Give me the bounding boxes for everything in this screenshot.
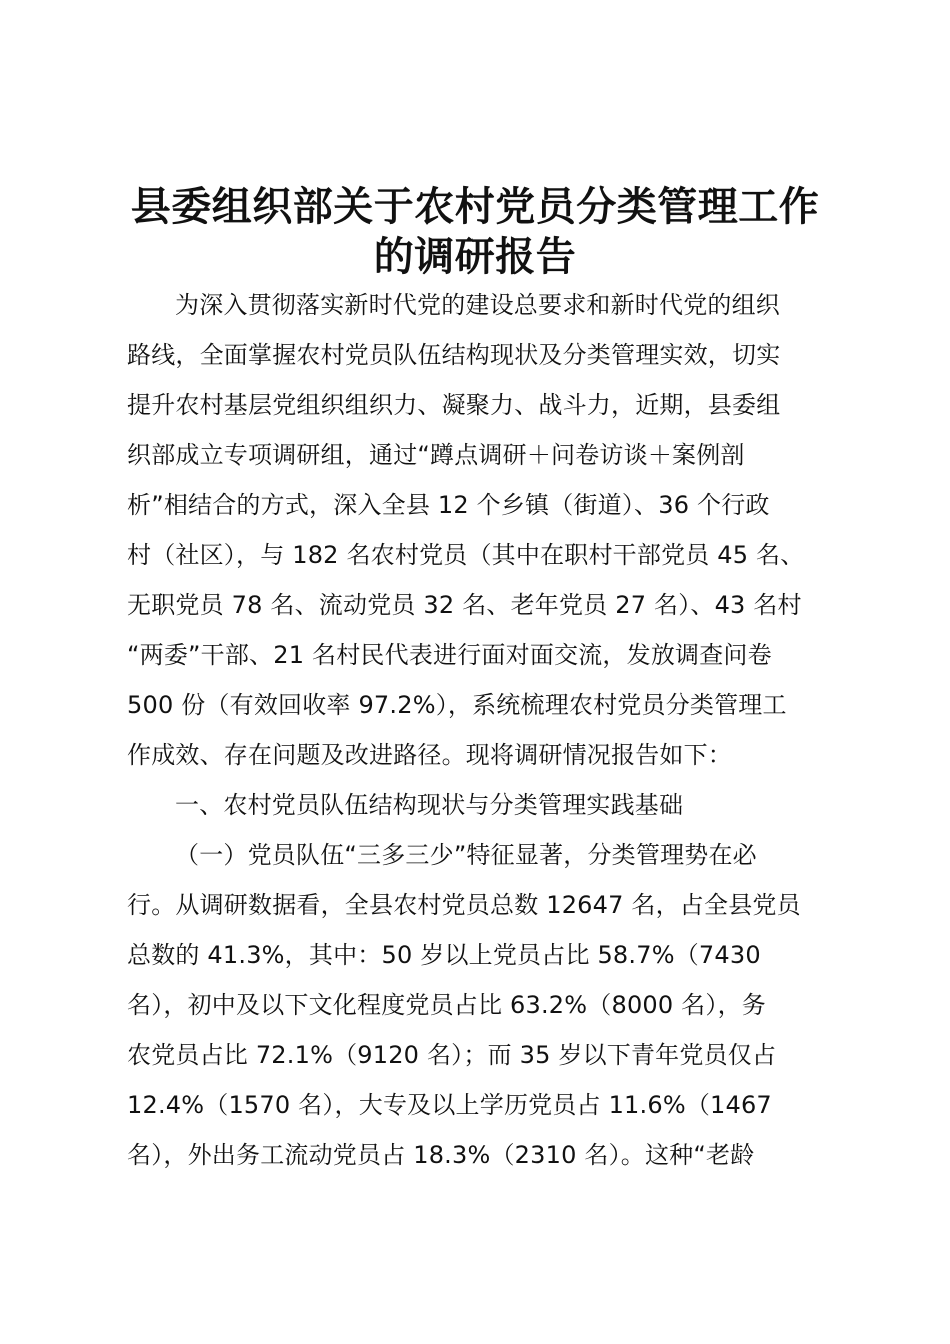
paragraph-1-line-2: 路线，全面掌握农村党员队伍结构现状及分类管理实效，切实 [127, 341, 781, 369]
subsection-1-line-4: 名），初中及以下文化程度党员占比 63.2%（8000 名），务 [127, 991, 766, 1019]
paragraph-1-line-6: 村（社区），与 182 名农村党员（其中在职村干部党员 45 名、 [127, 541, 805, 569]
subsection-1-line-7: 名），外出务工流动党员占 18.3%（2310 名）。这种“老龄 [127, 1141, 755, 1169]
title-line-2: 的调研报告 [373, 233, 577, 280]
paragraph-1-line-1: 为深入贯彻落实新时代党的建设总要求和新时代党的组织 [175, 291, 780, 319]
subsection-1-line-6: 12.4%（1570 名），大专及以上学历党员占 11.6%（1467 [127, 1091, 772, 1119]
paragraph-1-line-7: 无职党员 78 名、流动党员 32 名、老年党员 27 名）、43 名村 [127, 591, 802, 619]
paragraph-1-line-3: 提升农村基层党组织组织力、凝聚力、战斗力，近期，县委组 [127, 391, 781, 419]
paragraph-1-line-5: 析”相结合的方式，深入全县 12 个乡镇（街道）、36 个行政 [127, 491, 770, 519]
document-title [90, 182, 860, 282]
subsection-1-line-5: 农党员占比 72.1%（9120 名）；而 35 岁以下青年党员仅占 [127, 1041, 777, 1069]
subsection-1-line-1: （一）党员队伍“三多三少”特征显著，分类管理势在必 [175, 841, 757, 869]
paragraph-1-line-4: 织部成立专项调研组，通过“蹲点调研＋问卷访谈＋案例剖 [127, 441, 745, 469]
title-line-1: 县委组织部关于农村党员分类管理工作 [130, 183, 820, 230]
paragraph-1-line-9: 500 份（有效回收率 97.2%），系统梳理农村党员分类管理工 [127, 691, 787, 719]
section-1-heading: 一、农村党员队伍结构现状与分类管理实践基础 [175, 791, 684, 819]
subsection-1-line-3: 总数的 41.3%，其中：50 岁以上党员占比 58.7%（7430 [127, 941, 761, 969]
paragraph-1-line-8: “两委”干部、21 名村民代表进行面对面交流，发放调查问卷 [127, 641, 772, 669]
paragraph-1-line-10: 作成效、存在问题及改进路径。现将调研情况报告如下： [127, 741, 732, 769]
document-body [127, 280, 867, 1180]
subsection-1-line-2: 行。从调研数据看，全县农村党员总数 12647 名，占全县党员 [127, 891, 801, 919]
